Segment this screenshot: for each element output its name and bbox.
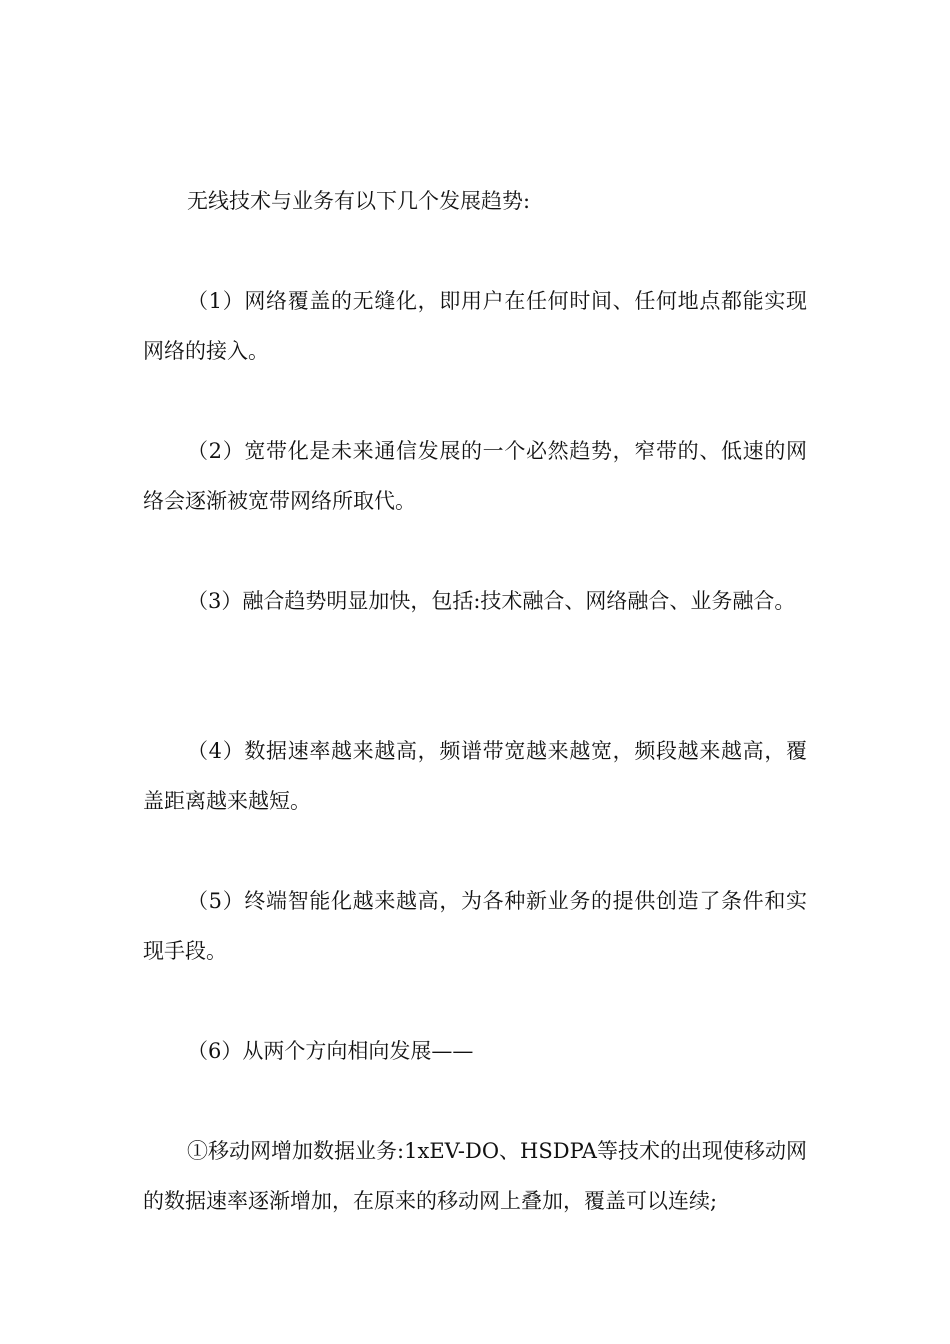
trend-subparagraph-1: ①移动网增加数据业务:1xEV-DO、HSDPA等技术的出现使移动网的数据速率逐渐增加，在原来的移动网上叠加，覆盖可以连续; — [143, 1139, 807, 1213]
intro-paragraph: 无线技术与业务有以下几个发展趋势: — [187, 189, 531, 213]
trend-paragraph-3: （3）融合趋势明显加快，包括:技术融合、网络融合、业务融合。 — [187, 589, 796, 613]
trend-paragraph-5: （5）终端智能化越来越高，为各种新业务的提供创造了条件和实现手段。 — [143, 889, 807, 963]
trend-paragraph-2: （2）宽带化是未来通信发展的一个必然趋势，窄带的、低速的网络会逐渐被宽带网络所取代。 — [143, 439, 807, 513]
trend-paragraph-1: （1）网络覆盖的无缝化，即用户在任何时间、任何地点都能实现网络的接入。 — [143, 289, 807, 363]
trend-paragraph-4: （4）数据速率越来越高，频谱带宽越来越宽，频段越来越高，覆盖距离越来越短。 — [143, 739, 807, 813]
trend-paragraph-6: （6）从两个方向相向发展—— — [187, 1039, 474, 1063]
